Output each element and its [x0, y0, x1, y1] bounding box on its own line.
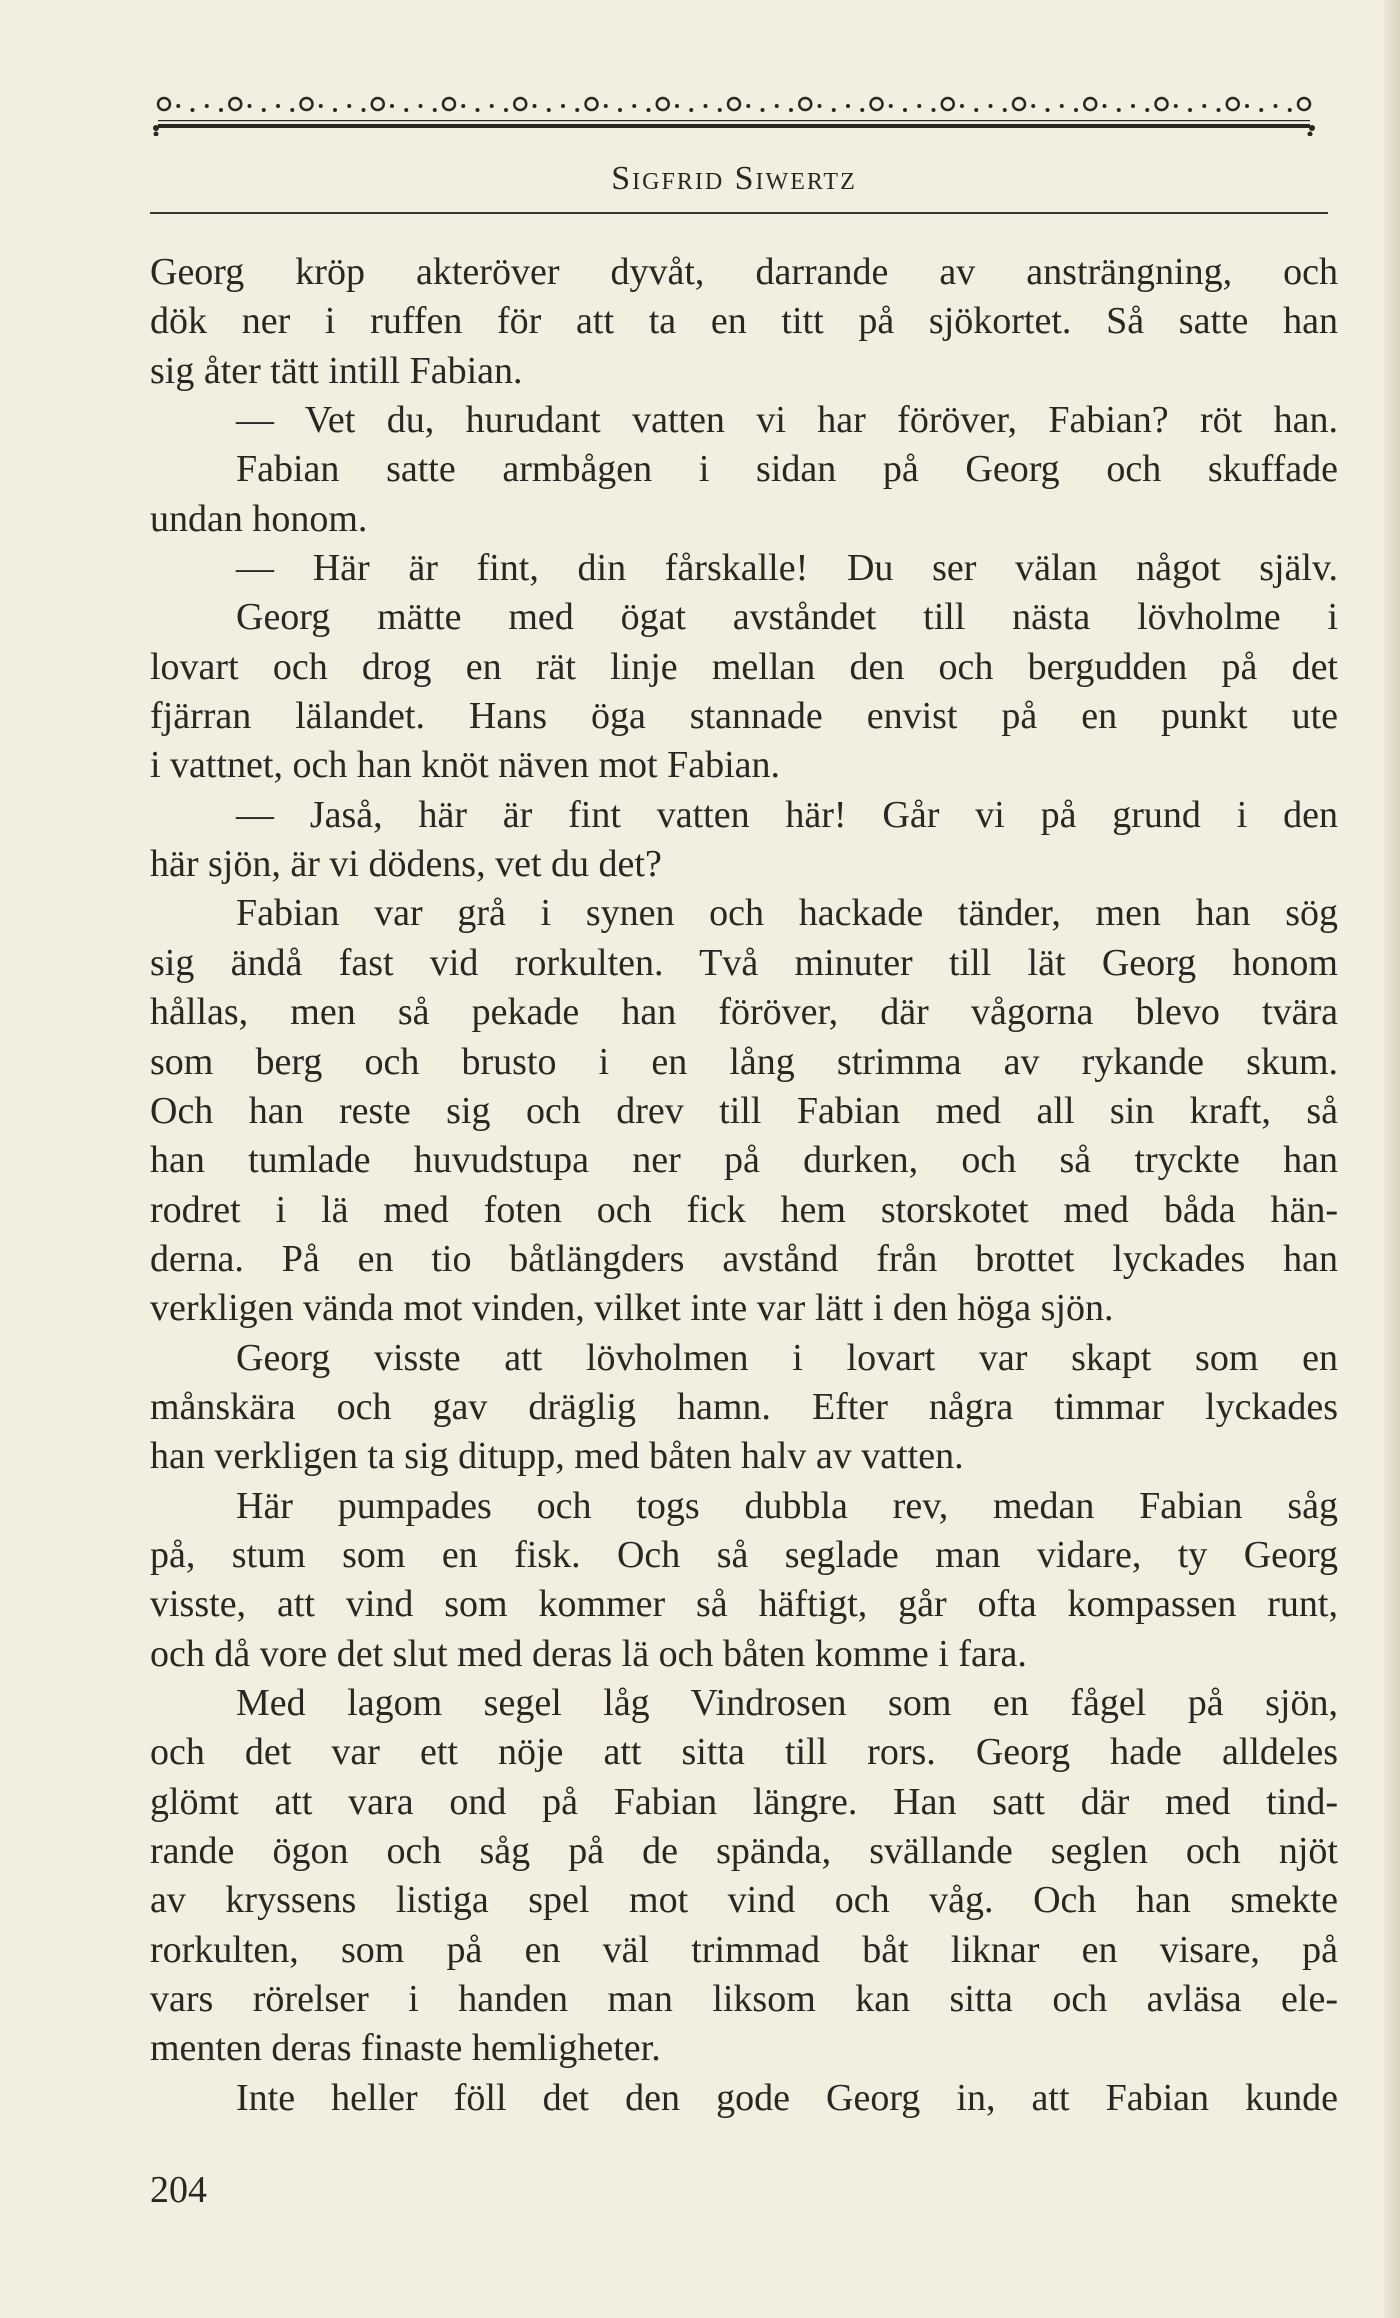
text-line: Georg visste att lövholmen i lovart var skapt som en: [236, 1336, 1338, 1379]
ornament-dot: [746, 104, 750, 108]
ornament-ring: [1227, 98, 1239, 110]
ornament-ring: [1084, 98, 1096, 110]
text-line: sig ändå fast vid rorkulten. Två minuter till lät Georg honom: [150, 941, 1338, 984]
ornament-dot: [1274, 104, 1278, 108]
text-line: Fabian satte armbågen i sidan på Georg och skuffade: [236, 448, 1338, 491]
text-line: hållas, men så pekade han föröver, där vågorna blevo tvära: [150, 991, 1338, 1034]
ornament-dot: [675, 104, 679, 108]
text-line: Inte heller föll det den gode Georg in, att Fabian kunde: [236, 2076, 1338, 2119]
ornament-ring: [728, 98, 740, 110]
ornament-dot: [1103, 104, 1107, 108]
text-line: Med lagom segel låg Vindrosen som en fågel på sjön,: [236, 1681, 1338, 1724]
ornament-dot: [404, 108, 408, 112]
ornament-dot: [1031, 104, 1035, 108]
ornament-dot: [290, 108, 294, 112]
ornament-dot: [1202, 104, 1206, 108]
text-line: vars rörelser i handen man liksom kan sitta och avläsa ele-: [150, 1978, 1338, 2021]
text-line: Här pumpades och togs dubbla rev, medan Fabian såg: [236, 1484, 1338, 1527]
ornament-dot: [903, 108, 907, 112]
text-line: och då vore det slut med deras lä och båten komme i fara.: [150, 1632, 1027, 1675]
ornament-dot: [533, 104, 537, 108]
ornament-dot: [689, 108, 693, 112]
text-line: verkligen vända mot vinden, vilket inte var lätt i den höga sjön.: [150, 1287, 1114, 1330]
running-head-author: Sigfrid Siwertz: [611, 160, 857, 197]
text-line: — Vet du, hurudant vatten vi har föröver, Fabian? röt han.: [236, 399, 1338, 442]
header-rule: [150, 212, 1328, 214]
decorative-ornament-border: [150, 84, 1318, 136]
page-number: 204: [150, 2169, 207, 2211]
ornament-dot: [333, 108, 337, 112]
ornament-dot: [362, 108, 366, 112]
text-line: dök ner i ruffen för att ta en titt på sjökortet. Så satte han: [150, 300, 1338, 343]
ornament-dot: [205, 104, 209, 108]
text-line: av kryssens listiga spel mot vind och våg. Och han smekte: [150, 1879, 1338, 1922]
text-line: fjärran lälandet. Hans öga stannade envist på en punkt ute: [150, 695, 1338, 738]
ornament-dot: [761, 108, 765, 112]
ornament-ring: [372, 98, 384, 110]
text-line: rodret i lä med foten och fick hem storskotet med båda hän-: [150, 1188, 1338, 1231]
ornament-dot: [974, 108, 978, 112]
ornament-dot: [917, 104, 921, 108]
ornament-dot: [276, 104, 280, 108]
text-line: han tumlade huvudstupa ner på durken, och så tryckte han: [150, 1139, 1338, 1182]
ornament-dot: [575, 108, 579, 112]
ornament-dot: [561, 104, 565, 108]
page-edge: [1384, 0, 1400, 2318]
text-line: Georg mätte med ögat avståndet till nästa lövholme i: [236, 596, 1338, 639]
ornament-ring: [514, 98, 526, 110]
ornament-dot: [818, 104, 822, 108]
ornament-dot: [347, 104, 351, 108]
text-line: Fabian var grå i synen och hackade tänder, men han sög: [236, 892, 1338, 935]
ornament-dot: [1245, 104, 1249, 108]
text-line: — Här är fint, din fårskalle! Du ser välan något själv.: [236, 547, 1338, 590]
ornament-ring: [229, 98, 241, 110]
ornament-ring: [1156, 98, 1168, 110]
text-line: derna. På en tio båtlängders avstånd från brottet lyckades han: [150, 1237, 1338, 1280]
text-line: Georg kröp akteröver dyvåt, darrande av ansträngning, och: [150, 251, 1338, 293]
text-line: Och han reste sig och drev till Fabian med all sin kraft, så: [150, 1089, 1338, 1132]
ornament-dot: [1074, 108, 1078, 112]
text-line: han verkligen ta sig ditupp, med båten halv av vatten.: [150, 1435, 964, 1478]
text-line: och det var ett nöje att sitta till rors. Georg hade alldeles: [150, 1731, 1338, 1774]
ornament-dot: [1131, 104, 1135, 108]
ornament-dot: [960, 104, 964, 108]
ornament-dot: [1259, 108, 1263, 112]
ornament-dot: [718, 108, 722, 112]
ornament-dot: [932, 108, 936, 112]
text-line: glömt att vara ond på Fabian längre. Han satt där med tind-: [150, 1780, 1338, 1823]
ornament-dot: [419, 104, 423, 108]
text-line: lovart och drog en rät linje mellan den och bergudden på det: [150, 645, 1338, 688]
ornament-ring: [586, 98, 598, 110]
ornament-dot: [832, 108, 836, 112]
text-line: visste, att vind som kommer så häftigt, går ofta kompassen runt,: [150, 1583, 1338, 1626]
ornament-dot: [989, 104, 993, 108]
ornament-ring: [871, 98, 883, 110]
ornament-dot: [262, 108, 266, 112]
ornament-dot: [618, 108, 622, 112]
ornament-dot: [1003, 108, 1007, 112]
ornament-dot: [1145, 108, 1149, 112]
ornament-dot: [860, 108, 864, 112]
ornament-dot: [433, 108, 437, 112]
text-line: i vattnet, och han knöt näven mot Fabian.: [150, 744, 781, 787]
ornament-ring: [942, 98, 954, 110]
ornament-dot: [1188, 108, 1192, 112]
ornament-ring: [301, 98, 313, 110]
text-line: rande ögon och såg på de spända, svällande seglen och njöt: [150, 1830, 1338, 1872]
ornament-dot: [1046, 108, 1050, 112]
text-line: undan honom.: [150, 497, 368, 540]
body-text: [150, 248, 1338, 2123]
ornament-ring: [657, 98, 669, 110]
ornament-dot: [219, 108, 223, 112]
ornament-dot: [547, 108, 551, 112]
ornament-dot: [490, 104, 494, 108]
text-line: — Jaså, här är fint vatten här! Går vi på grund i den: [236, 793, 1338, 836]
ornament-dot: [461, 104, 465, 108]
text-line: månskära och gav dräglig hamn. Efter några timmar lyckades: [150, 1385, 1338, 1428]
ornament-dot: [1117, 108, 1121, 112]
ornament-dot: [604, 104, 608, 108]
ornament-dot: [846, 104, 850, 108]
ornament-ring: [1298, 98, 1310, 110]
ornament-dot: [248, 104, 252, 108]
ornament-ring: [158, 98, 170, 110]
ornament-ring: [1013, 98, 1025, 110]
ornament-dot: [789, 108, 793, 112]
ornament-dot: [1288, 108, 1292, 112]
ornament-dot: [889, 104, 893, 108]
ornament-dot: [476, 108, 480, 112]
ornament-dot: [1174, 104, 1178, 108]
ornament-dot: [704, 104, 708, 108]
text-line: rorkulten, som på en väl trimmad båt liknar en visare, på: [150, 1928, 1338, 1971]
ornament-ring: [799, 98, 811, 110]
text-line: menten deras finaste hemligheter.: [150, 2027, 661, 2070]
text-line: som berg och brusto i en lång strimma av rykande skum.: [150, 1040, 1338, 1083]
ornament-dot: [504, 108, 508, 112]
ornament-dot: [647, 108, 651, 112]
ornament-dot: [1060, 104, 1064, 108]
ornament-dot: [632, 104, 636, 108]
text-line: här sjön, är vi dödens, vet du det?: [150, 843, 662, 886]
ornament-dot: [390, 104, 394, 108]
ornament-ring: [443, 98, 455, 110]
ornament-dot: [775, 104, 779, 108]
text-line: sig åter tätt intill Fabian.: [150, 349, 523, 392]
ornament-dot: [319, 104, 323, 108]
ornament-dot: [176, 104, 180, 108]
ornament-dot: [191, 108, 195, 112]
text-line: på, stum som en fisk. Och så seglade man vidare, ty Georg: [150, 1533, 1338, 1576]
ornament-dot: [1217, 108, 1221, 112]
